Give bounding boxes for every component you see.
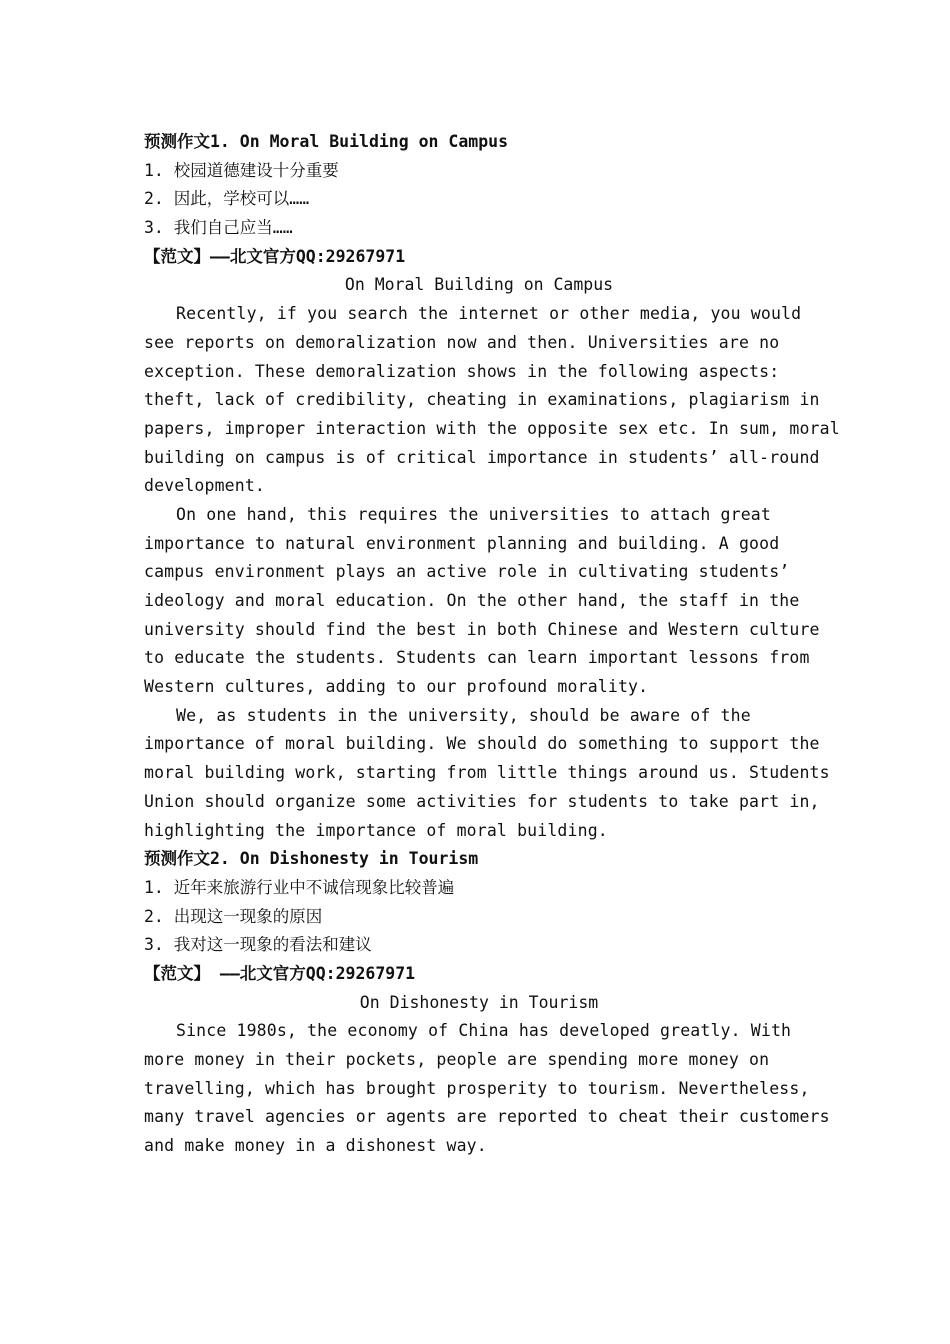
essay1-p3-line: Union should organize some activities for students to take part in, xyxy=(144,791,820,811)
essay1-p1-line: development. xyxy=(144,476,266,496)
essay1-p1-line: see reports on demoralization now and then. Universities are no xyxy=(144,332,780,352)
essay2-title: On Dishonesty in Tourism xyxy=(359,992,599,1012)
essay1-p3-line: moral building work, starting from little things around us. Students xyxy=(144,763,830,783)
essay2-outline-item-1: 1. 近年来旅游行业中不诚信现象比较普遍 xyxy=(144,877,455,897)
essay1-outline-item-3: 3. 我们自己应当…… xyxy=(144,218,293,238)
essay1-p2-line: campus environment plays an active role in cultivating students’ xyxy=(144,562,790,582)
essay1-heading: 预测作文1. On Moral Building on Campus xyxy=(144,132,509,151)
essay1-p1-line: building on campus is of critical importance in students’ all-round xyxy=(144,447,820,467)
essay2-p1-line: many travel agencies or agents are reported to cheat their customers xyxy=(144,1107,830,1127)
essay1-p1-line: Recently, if you search the internet or other media, you would xyxy=(176,304,802,324)
essay2-heading: 预测作文2. On Dishonesty in Tourism xyxy=(144,849,479,869)
essay1-p2-line: university should find the best in both Chinese and Western culture xyxy=(144,619,820,639)
essay2-p1-line: more money in their pockets, people are spending more money on xyxy=(144,1050,770,1069)
essay1-p2-line: Western cultures, adding to our profound morality. xyxy=(144,677,649,697)
essay1-p2-line: importance to natural environment planning and building. A good xyxy=(144,533,780,553)
essay2-p1-line: travelling, which has brought prosperity to tourism. Nevertheless, xyxy=(144,1078,810,1098)
essay1-p2-line: to educate the students. Students can learn important lessons from xyxy=(144,648,810,668)
essay1-outline-item-2: 2. 因此，学校可以…… xyxy=(144,189,310,209)
essay1-p2-line: ideology and moral education. On the other hand, the staff in the xyxy=(144,591,800,610)
essay2-outline-item-3: 3. 我对这一现象的看法和建议 xyxy=(144,935,372,955)
essay1-p2-line: On one hand, this requires the universities to attach great xyxy=(176,504,771,524)
essay1-title: On Moral Building on Campus xyxy=(344,275,614,295)
essay2-sample-label: 【范文】 ——北文官方QQ:29267971 xyxy=(144,963,416,983)
document-page xyxy=(144,128,840,1161)
essay1-p1-line: exception. These demoralization shows in the following aspects: xyxy=(144,361,780,381)
essay1-outline-item-1: 1. 校园道德建设十分重要 xyxy=(144,160,339,180)
essay2-p1-line: and make money in a dishonest way. xyxy=(144,1136,487,1156)
essay1-p3-line: highlighting the importance of moral building. xyxy=(144,820,608,840)
essay1-p3-line: importance of moral building. We should do something to support the xyxy=(144,734,820,754)
essay2-outline-item-2: 2. 出现这一现象的原因 xyxy=(144,906,323,926)
essay1-sample-label: 【范文】——北文官方QQ:29267971 xyxy=(144,246,406,266)
essay1-p1-line: theft, lack of credibility, cheating in examinations, plagiarism in xyxy=(144,390,820,410)
essay2-p1-line: Since 1980s, the economy of China has developed greatly. With xyxy=(176,1021,792,1041)
essay1-p3-line: We, as students in the university, should be aware of the xyxy=(176,705,751,725)
essay1-p1-line: papers, improper interaction with the opposite sex etc. In sum, moral xyxy=(144,418,840,438)
